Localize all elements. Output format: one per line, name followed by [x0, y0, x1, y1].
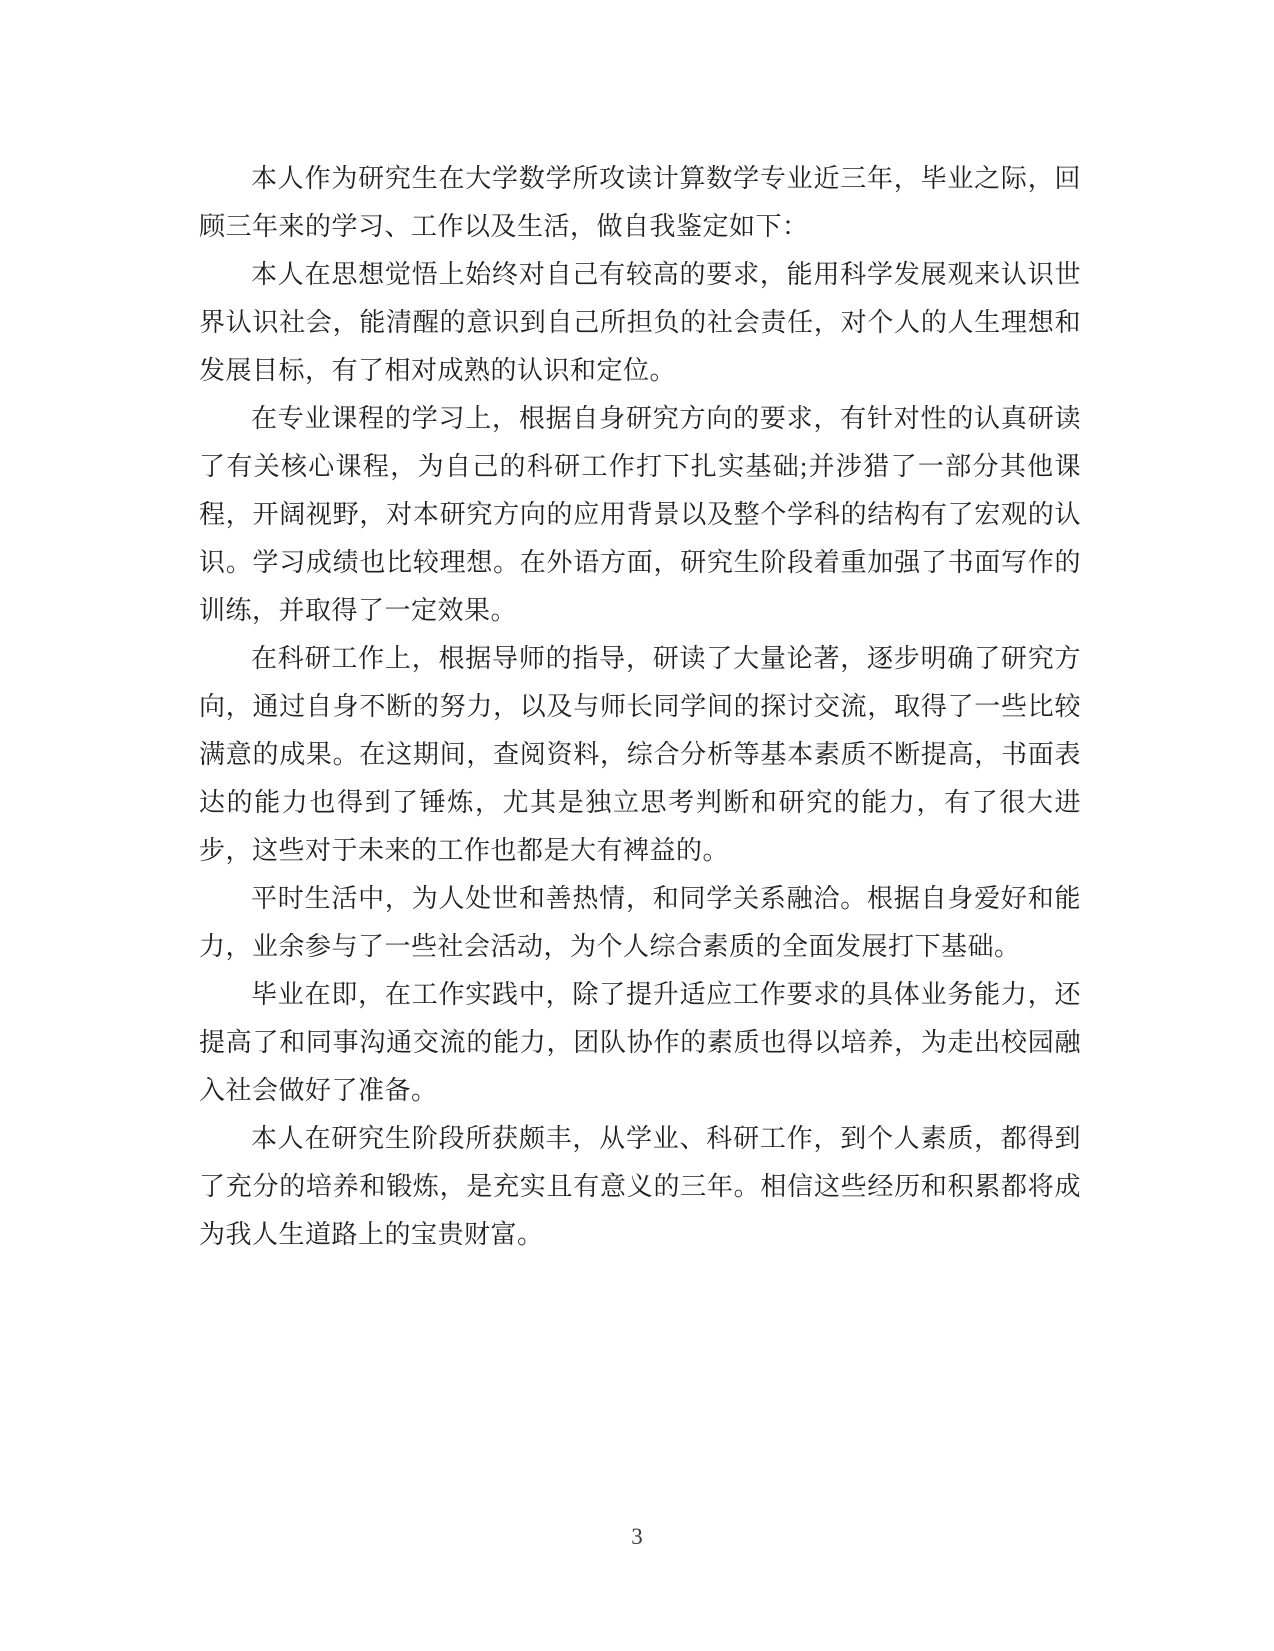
- paragraph-intro: 本人作为研究生在大学数学所攻读计算数学专业近三年，毕业之际，回顾三年来的学习、工作以及生活，做自我鉴定如下：: [199, 164, 1081, 241]
- paragraph-summary: 本人在研究生阶段所获颇丰，从学业、科研工作，到个人素质，都得到了充分的培养和锻炼，是充实且有意义的三年。相信这些经历和积累都将成为我人生道路上的宝贵财富。: [199, 1124, 1081, 1249]
- paragraph-graduation: 毕业在即，在工作实践中，除了提升适应工作要求的具体业务能力，还提高了和同事沟通交流的能力，团队协作的素质也得以培养，为走出校园融入社会做好了准备。: [199, 980, 1081, 1105]
- paragraph-daily-life: 平时生活中，为人处世和善热情，和同学关系融洽。根据自身爱好和能力，业余参与了一些社会活动，为个人综合素质的全面发展打下基础。: [199, 884, 1081, 961]
- paragraph-coursework: 在专业课程的学习上，根据自身研究方向的要求，有针对性的认真研读了有关核心课程，为自己的科研工作打下扎实基础;并涉猎了一部分其他课程，开阔视野，对本研究方向的应用背景以及整个学科的结构有了宏观的认识。学习成绩也比较理想。在外语方面，研究生阶段着重加强了书面写作的训练，并取得了一定效果。: [199, 404, 1081, 625]
- page-number: 3: [631, 1524, 643, 1549]
- paragraph-ideology: 本人在思想觉悟上始终对自己有较高的要求，能用科学发展观来认识世界认识社会，能清醒的意识到自己所担负的社会责任，对个人的人生理想和发展目标，有了相对成熟的认识和定位。: [199, 260, 1081, 385]
- paragraph-research: 在科研工作上，根据导师的指导，研读了大量论著，逐步明确了研究方向，通过自身不断的努力，以及与师长同学间的探讨交流，取得了一些比较满意的成果。在这期间，查阅资料，综合分析等基本素质不断提高，书面表达的能力也得到了锤炼，尤其是独立思考判断和研究的能力，有了很大进步，这些对于未来的工作也都是大有裨益的。: [199, 644, 1081, 865]
- document-body: [199, 155, 1081, 1259]
